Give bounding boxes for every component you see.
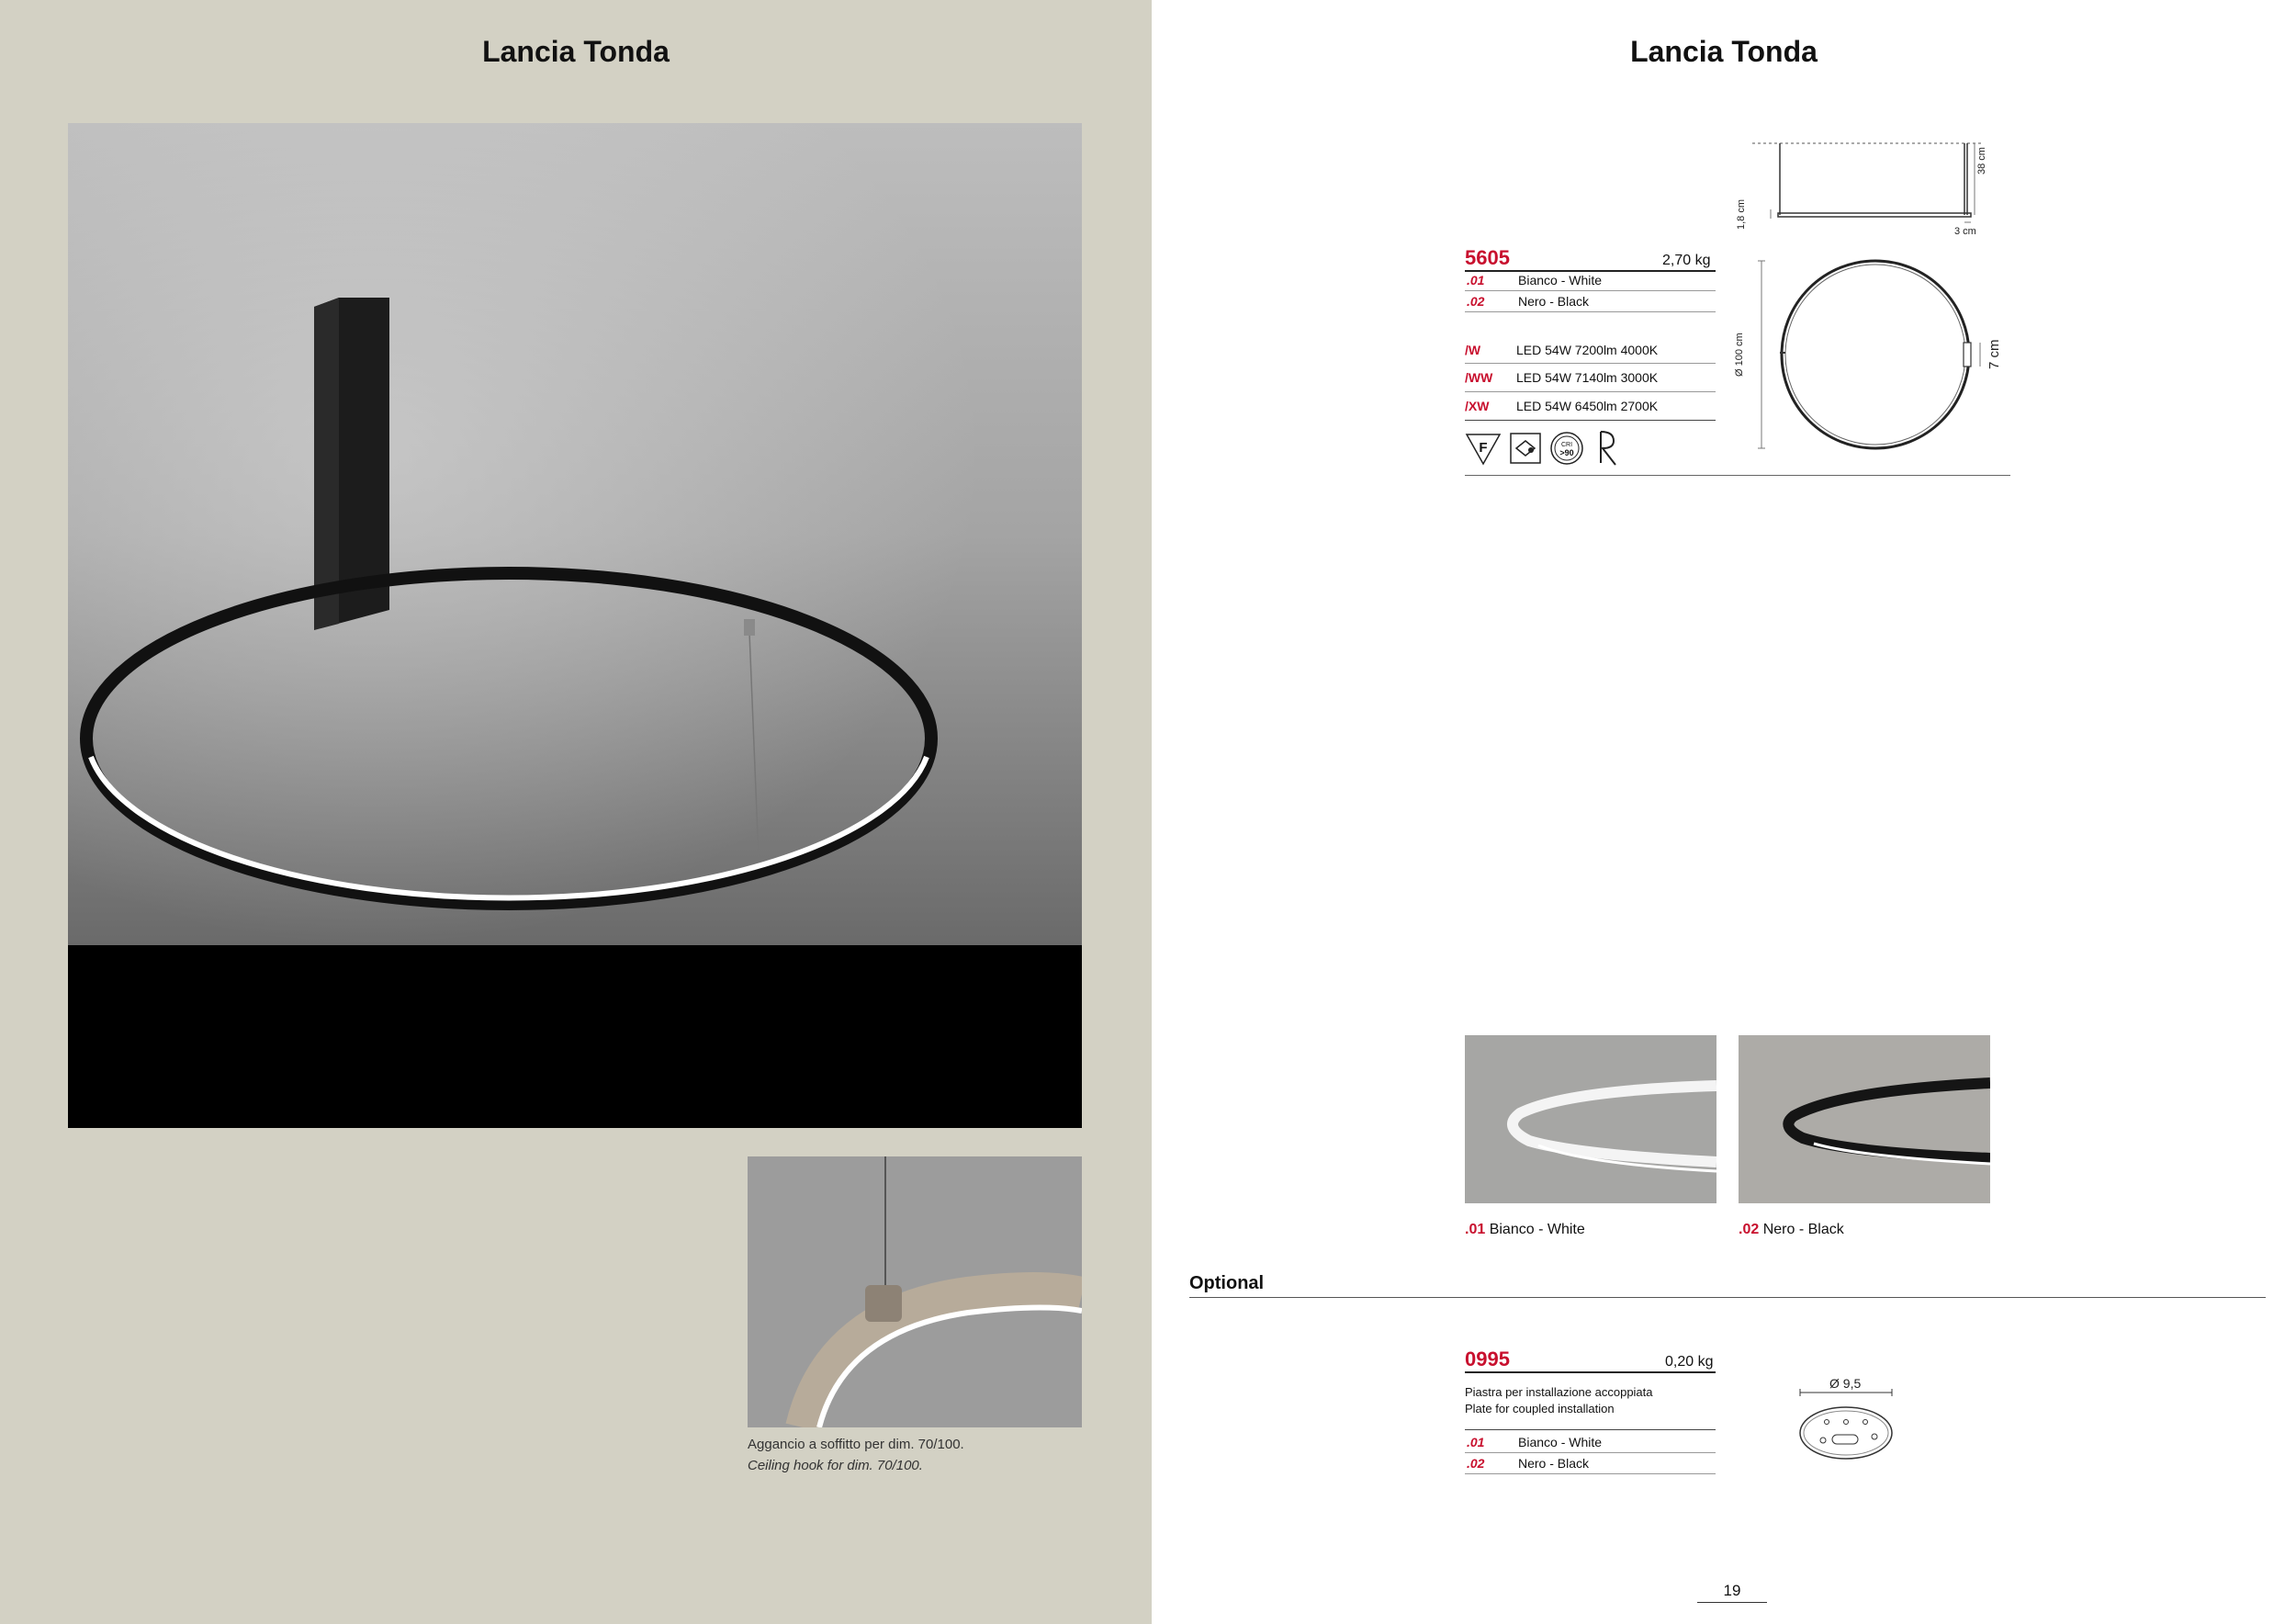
- technical-drawing: [1727, 136, 2002, 468]
- divider: [1465, 1473, 1716, 1474]
- plate-drawing: [1795, 1385, 1896, 1462]
- hook-caption-en: Ceiling hook for dim. 70/100.: [748, 1458, 923, 1473]
- divider: [1465, 391, 1716, 392]
- finish-code: .01: [1467, 273, 1485, 288]
- divider: [1465, 363, 1716, 364]
- optional-desc-it: Piastra per installazione accoppiata: [1465, 1385, 1653, 1399]
- optional-finish-code: .01: [1467, 1435, 1485, 1449]
- page-number: 19: [1723, 1582, 1741, 1599]
- dim-thickness: 1,8 cm: [1736, 198, 1747, 230]
- swatch-label: Bianco - White: [1489, 1222, 1585, 1237]
- dim-ring-height: 7 cm: [1986, 339, 2002, 369]
- optional-code: 0995: [1465, 1348, 1510, 1370]
- dim-height-total: 38 cm: [1976, 147, 1987, 175]
- led-code: /W: [1465, 343, 1481, 357]
- swatch-code: .02: [1739, 1222, 1760, 1237]
- divider: [1465, 311, 1716, 312]
- right-page-title: Lancia Tonda: [1630, 35, 1818, 68]
- optional-weight: 0,20 kg: [1665, 1354, 1714, 1370]
- optional-desc-en: Plate for coupled installation: [1465, 1402, 1615, 1415]
- dim-diameter: Ø 100 cm: [1734, 333, 1745, 377]
- cri-value: >90: [1559, 448, 1574, 457]
- led-code: /XW: [1465, 399, 1490, 413]
- main-product-photo: [68, 123, 1082, 1128]
- section-divider: [1465, 475, 2010, 476]
- swatch-black-caption: [1739, 1222, 1844, 1238]
- finish-label: Bianco - White: [1518, 273, 1603, 288]
- finish-label: Nero - Black: [1518, 294, 1590, 309]
- cri-label: CRI: [1560, 442, 1573, 448]
- energy-class-icon: [1465, 432, 1502, 467]
- divider: [1465, 1452, 1716, 1453]
- swatch-black-photo: [1739, 1035, 1990, 1203]
- led-label: LED 54W 7140lm 3000K: [1516, 370, 1659, 385]
- finish-code: .02: [1467, 294, 1485, 309]
- divider: [1465, 1371, 1716, 1373]
- suspension-icon: [1595, 428, 1621, 467]
- swatch-code: .01: [1465, 1222, 1486, 1237]
- divider: [1465, 270, 1716, 272]
- product-code: 5605: [1465, 246, 1510, 269]
- optional-finish-label: Bianco - White: [1518, 1435, 1603, 1449]
- optional-divider: [1189, 1297, 2266, 1298]
- energy-class-letter: F: [1479, 440, 1488, 456]
- swatch-white-caption: [1465, 1222, 1585, 1238]
- swatch-label: Nero - Black: [1762, 1222, 1844, 1237]
- led-code: /WW: [1465, 370, 1493, 385]
- optional-finish-label: Nero - Black: [1518, 1456, 1590, 1471]
- divider: [1465, 290, 1716, 291]
- optional-finish-code: .02: [1467, 1456, 1485, 1471]
- product-weight: 2,70 kg: [1662, 253, 1711, 268]
- installation-icon: [1509, 432, 1542, 465]
- cri-icon: [1549, 431, 1584, 466]
- swatch-white-photo: [1465, 1035, 1716, 1203]
- ceiling-hook-photo: [748, 1156, 1082, 1427]
- dim-tube: 3 cm: [1954, 226, 1976, 237]
- page-number-rule: [1697, 1602, 1767, 1603]
- optional-heading: Optional: [1189, 1273, 1265, 1293]
- plate-dim: Ø 9,5: [1829, 1376, 1862, 1391]
- divider: [1465, 420, 1716, 421]
- left-page-title: Lancia Tonda: [482, 35, 670, 68]
- hook-caption-it: Aggancio a soffitto per dim. 70/100.: [748, 1437, 964, 1452]
- divider: [1465, 1429, 1716, 1430]
- led-label: LED 54W 7200lm 4000K: [1516, 343, 1659, 357]
- led-label: LED 54W 6450lm 2700K: [1516, 399, 1659, 413]
